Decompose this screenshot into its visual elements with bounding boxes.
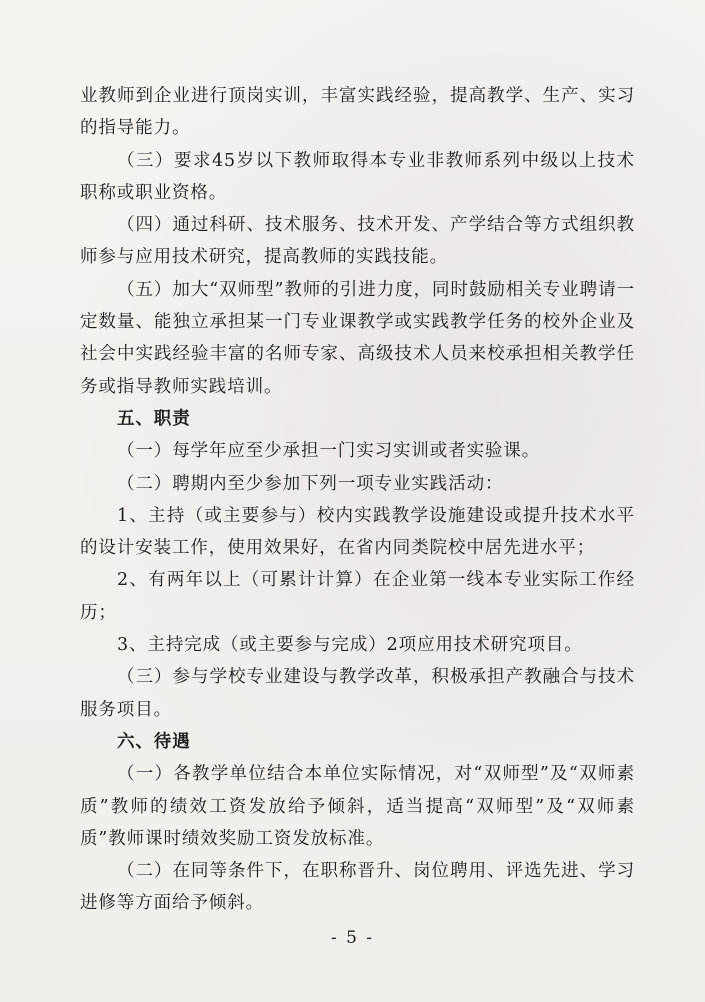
paragraph: （三）要求45岁以下教师取得本专业非教师系列中级以上技术职称或职业资格。 <box>80 150 635 203</box>
paragraph: （二）聘期内至少参加下列一项专业实践活动： <box>117 473 504 494</box>
section-heading-duties: 五、职责 <box>117 408 191 429</box>
list-item: 3、主持完成（或主要参与完成）2项应用技术研究项目。 <box>117 635 583 656</box>
page-number: - 5 - <box>330 928 375 948</box>
paragraph: （三）参与学校专业建设与教学改革，积极承担产教融合与技术服务项目。 <box>80 667 635 720</box>
paragraph: 业教师到企业进行顶岗实训，丰富实践经验，提高教学、生产、实习的指导能力。 <box>80 86 635 139</box>
paragraph: （五）加大“双师型”教师的引进力度，同时鼓励相关专业聘请一定数量、能独立承担某一门专业课教学或实践教学任务的校外企业及社会中实践经验丰富的名师专家、高级技术人员来校承担相关教学任务或指导教师实践培训。 <box>80 279 635 397</box>
section-heading-benefits: 六、待遇 <box>117 731 191 752</box>
paragraph: （一）各教学单位结合本单位实际情况，对“双师型”及“双师素质”教师的绩效工资发放给予倾斜，适当提高“双师型”及“双师素质”教师课时绩效奖励工资发放标准。 <box>80 764 635 849</box>
list-item: 2、有两年以上（可累计计算）在企业第一线本专业实际工作经历； <box>80 570 635 623</box>
paragraph: （一）每学年应至少承担一门实习实训或者实验课。 <box>117 441 541 462</box>
paragraph: （四）通过科研、技术服务、技术开发、产学结合等方式组织教师参与应用技术研究，提高教师的实践技能。 <box>80 215 635 268</box>
list-item: 1、主持（或主要参与）校内实践教学设施建设或提升技术水平的设计安装工作，使用效果好，在省内同类院校中居先进水平； <box>80 505 635 559</box>
paragraph: （二）在同等条件下，在职称晋升、岗位聘用、评选先进、学习进修等方面给予倾斜。 <box>80 861 635 914</box>
document-body <box>80 80 635 920</box>
